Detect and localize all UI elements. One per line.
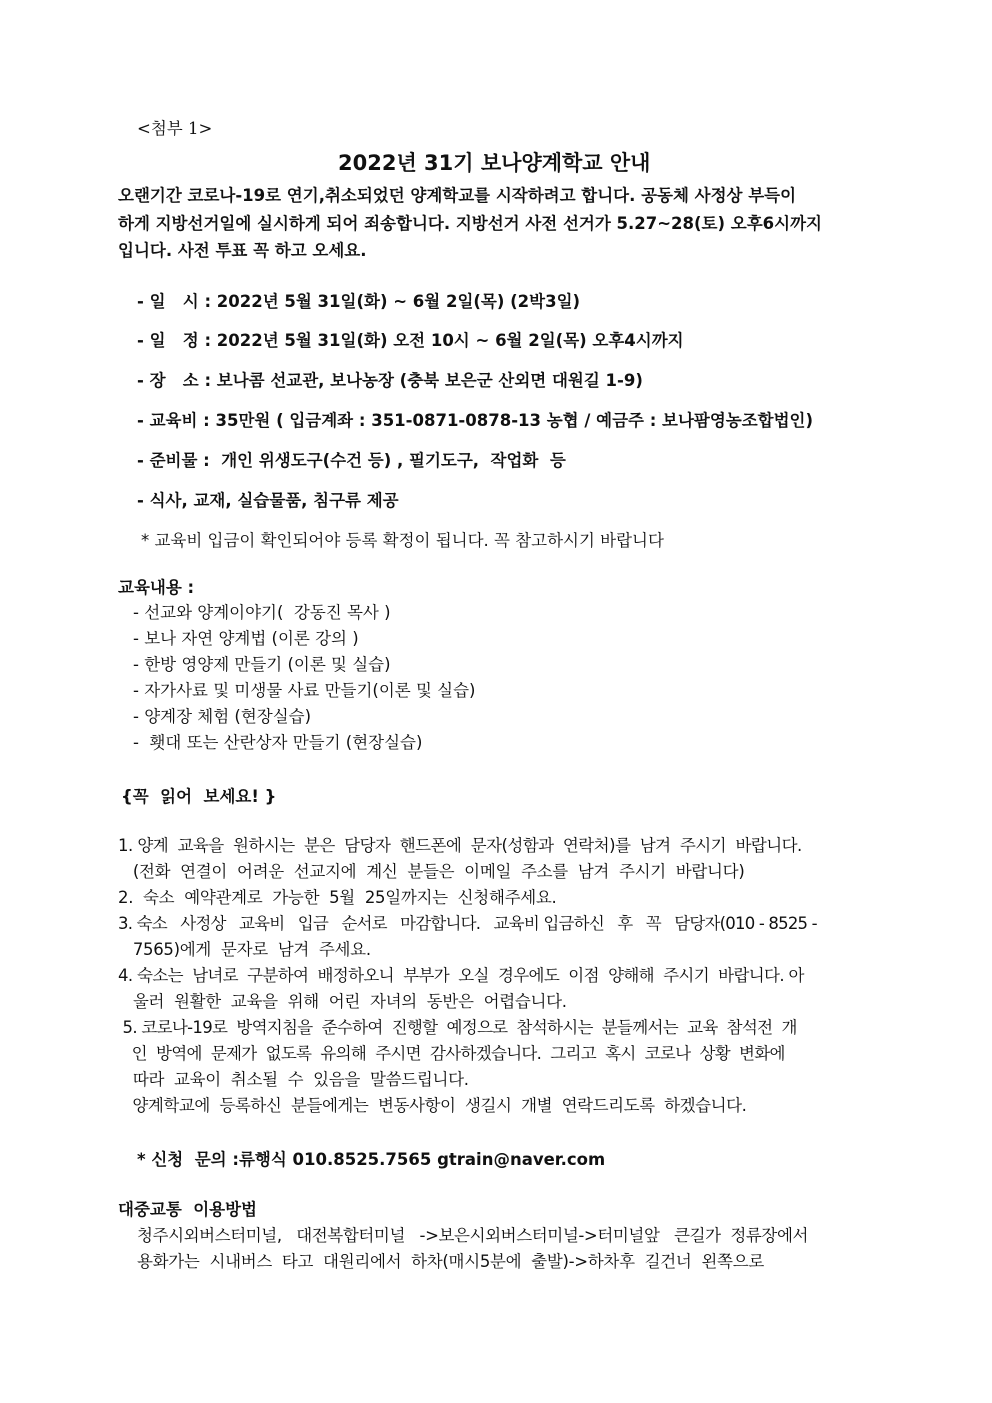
notice-line: 인 방역에 문제가 없도록 유의해 주시면 감사하겠습니다. 그리고 혹시 코로나 상황 변화에 [118,1044,785,1063]
curriculum-item: - 보나 자연 양계법 (이론 강의 ) [133,629,359,648]
notice-line: 4. 숙소는 남녀로 구분하여 배정하오니 부부가 오실 경우에도 이점 양해해 주시기 바랍니다. 아 [118,966,804,985]
intro-line-3: 입니다. 사전 투표 꼭 하고 오세요. [118,241,367,260]
detail-supplies: - 준비물 : 개인 위생도구(수건 등) , 필기도구, 작업화 등 [137,451,566,470]
detail-fee: - 교육비 : 35만원 ( 입금계좌 : 351-0871-0878-13 농협 / 예금주 : 보나팜영농조합법인) [137,411,814,430]
contact-info: * 신청 문의 :류행식 010.8525.7565 gtrain@naver.com [137,1150,606,1169]
detail-dates: - 일 시 : 2022년 5월 31일(화) ~ 6월 2일(목) (2박3일) [137,292,581,311]
curriculum-item: - 한방 영양제 만들기 (이론 및 실습) [133,655,391,674]
notice-line: 울러 원활한 교육을 위해 어린 자녀의 동반은 어렵습니다. [118,992,567,1011]
notice-line: 7565)에게 문자로 남겨 주세요. [118,940,371,959]
notice-line: 따라 교육이 취소될 수 있음을 말씀드립니다. [118,1070,469,1089]
curriculum-item: - 양계장 체험 (현장실습) [133,707,312,726]
curriculum-item: - 자가사료 및 미생물 사료 만들기(이론 및 실습) [133,681,476,700]
notice-line: (전화 연결이 어려운 선교지에 계신 분들은 이메일 주소를 남겨 주시기 바랍니다) [118,862,745,881]
intro-line-2: 하게 지방선거일에 실시하게 되어 죄송합니다. 지방선거 사전 선거가 5.27~28(토) 오후6시까지 [118,214,822,233]
transport-line: 용화가는 시내버스 타고 대원리에서 하차(매시5분에 출발)->하차후 길건너 왼쪽으로 [137,1252,764,1271]
notice-line: 2. 숙소 예약관계로 가능한 5월 25일까지는 신청해주세요. [118,888,557,907]
notice-heading: {꼭 읽어 보세요! } [121,787,277,806]
notice-line: 양계학교에 등록하신 분들에게는 변동사항이 생길시 개별 연락드리도록 하겠습니다. [118,1096,747,1115]
detail-provided: - 식사, 교재, 실습물품, 침구류 제공 [137,491,399,510]
notice-line: 3. 숙소 사정상 교육비 입금 순서로 마감합니다. 교육비 입금하신 후 꼭 담당자(010 - 8525 - [118,914,817,933]
curriculum-item: - 선교와 양계이야기( 강동진 목사 ) [133,603,391,622]
page-title: 2022년 31기 보나양계학교 안내 [338,151,651,175]
notice-line: 1. 양계 교육을 원하시는 분은 담당자 핸드폰에 문자(성함과 연락처)를 남겨 주시기 바랍니다. [118,836,802,855]
curriculum-heading: 교육내용 : [118,578,195,597]
detail-location: - 장 소 : 보나콤 선교관, 보나농장 (충북 보은군 산외면 대원길 1-9) [137,371,643,390]
transport-heading: 대중교통 이용방법 [118,1200,258,1219]
fee-note: * 교육비 입금이 확인되어야 등록 확정이 됩니다. 꼭 참고하시기 바랍니다 [141,531,664,550]
intro-line-1: 오랜기간 코로나-19로 연기,취소되었던 양계학교를 시작하려고 합니다. 공동체 사정상 부득이 [118,186,797,205]
attachment-label: <첨부 1> [137,119,213,138]
curriculum-item: - 횃대 또는 산란상자 만들기 (현장실습) [133,733,423,752]
transport-line: 청주시외버스터미널, 대전복합터미널 ->보은시외버스터미널->터미널앞 큰길가 정류장에서 [137,1226,809,1245]
notice-line: 5. 코로나-19로 방역지침을 준수하여 진행할 예정으로 참석하시는 분들께서는 교육 참석전 개 [118,1018,797,1037]
detail-schedule: - 일 정 : 2022년 5월 31일(화) 오전 10시 ~ 6월 2일(목) 오후4시까지 [137,331,684,350]
